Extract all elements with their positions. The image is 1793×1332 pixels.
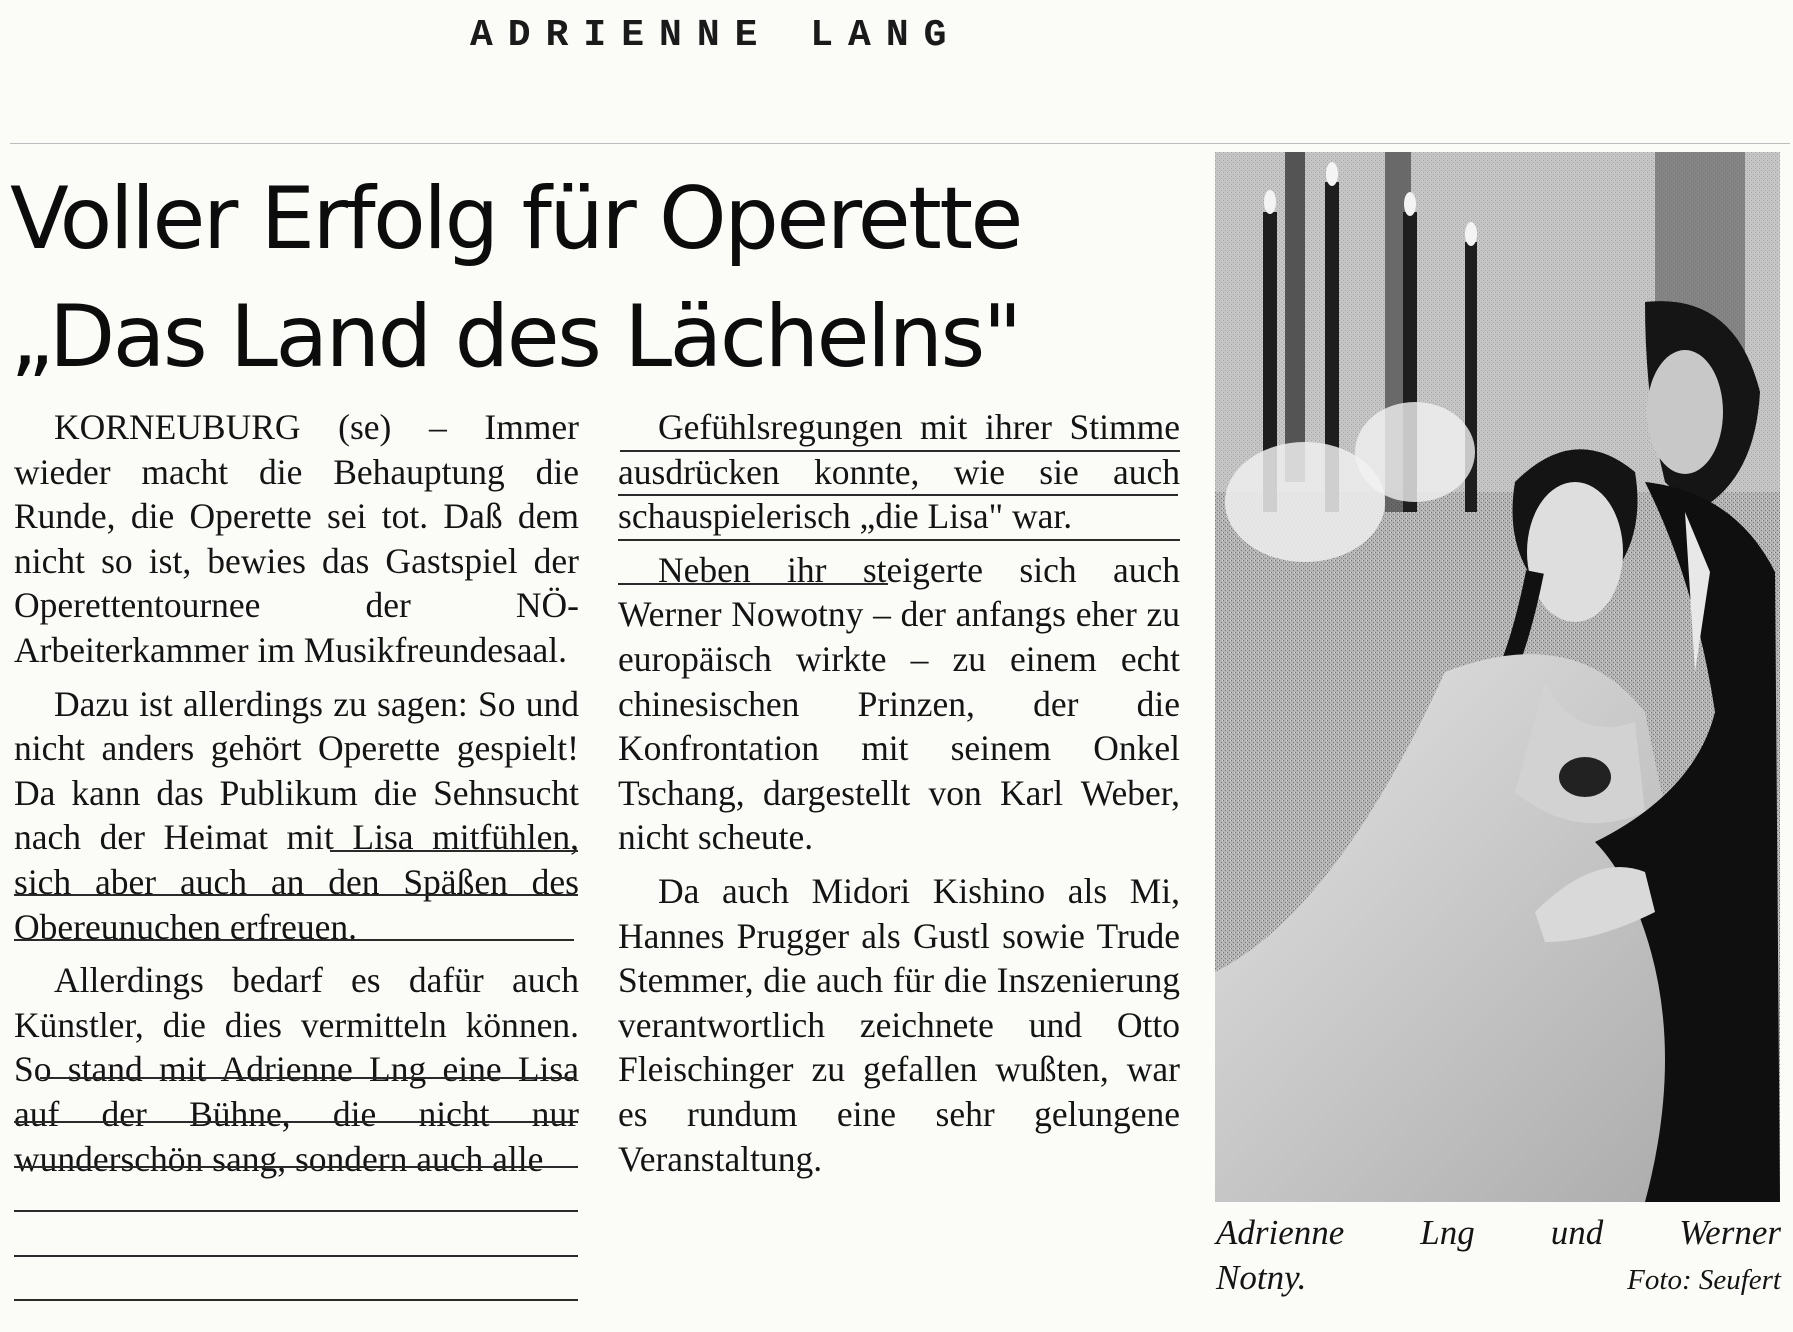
article-column-1	[14, 405, 579, 1181]
underline-mark	[14, 1210, 578, 1212]
typed-name-header: ADRIENNE LANG	[470, 14, 962, 57]
underline-mark	[618, 583, 888, 585]
article-headline	[10, 160, 1021, 396]
caption-names-end: Notny.	[1216, 1258, 1307, 1297]
underline-mark	[14, 894, 578, 896]
underline-mark	[620, 450, 1180, 452]
paragraph: Gefühlsregungen mit ihrer Stimme ausdrücken konnte, wie sie auch schauspielerisch „die Lisa" war.	[618, 407, 1180, 537]
caption-line-2	[1216, 1255, 1781, 1303]
paragraph: Allerdings bedarf es dafür auch Künstler, die dies vermitteln können. So stand mit Adrienne Lng eine Lisa auf der Bühne, die nicht nur wunderschön sang, sondern auch alle	[14, 960, 579, 1179]
caption-word: Werner	[1679, 1213, 1781, 1252]
underline-mark	[618, 539, 1180, 541]
underline-mark	[14, 1255, 578, 1257]
paragraph: Da auch Midori Kishino als Mi, Hannes Prugger als Gustl sowie Trude Stemmer, die auch für die Inszenierung verantwortlich zeichnete und Otto Fleischinger zu gefallen wußten, war es rundum eine sehr gelungene Veranstaltung.	[618, 870, 1180, 1179]
underline-mark	[14, 1166, 578, 1168]
stage-photo-illustration	[1215, 152, 1780, 1202]
underline-mark	[14, 1121, 578, 1123]
underline-mark	[14, 1299, 578, 1301]
headline-line-1: Voller Erfolg für Operette	[10, 169, 1021, 269]
photo-credit: Foto: Seufert	[1627, 1264, 1781, 1296]
photo-caption	[1216, 1210, 1781, 1303]
underline-mark	[618, 494, 1178, 496]
stage-photo	[1215, 152, 1780, 1202]
article-column-2	[618, 405, 1180, 1181]
paragraph: Neben ihr steigerte sich auch Werner Nowotny – der anfangs eher zu europäisch wirkte – zu einem echt chinesischen Prinzen, der die Konfrontation mit seinem Onkel Tschang, dargestellt von Karl Weber, nicht scheute.	[618, 549, 1180, 858]
caption-word: Lng	[1420, 1213, 1475, 1252]
paragraph: KORNEUBURG (se) – Immer wieder macht die Behauptung die Runde, die Operette sei tot. Daß dem nicht so ist, bewies das Gastspiel der Operettentournee der NÖ-Arbeiterkammer im Musikfreundesaal.	[14, 407, 579, 670]
underline-mark	[14, 939, 574, 941]
headline-line-2: „Das Land des Lächelns"	[10, 287, 1020, 387]
underline-mark	[330, 850, 578, 852]
underline-mark	[40, 1077, 576, 1079]
clipping-top-rule	[10, 143, 1790, 144]
caption-word: und	[1550, 1213, 1604, 1252]
caption-word: Adrienne	[1216, 1213, 1345, 1252]
caption-line-1	[1216, 1210, 1781, 1255]
paragraph: Dazu ist allerdings zu sagen: So und nicht anders gehört Operette gespielt! Da kann das Publikum die Sehnsucht nach der Heimat mit Lisa mitfühlen, sich aber auch an den Späßen des Obereunuchen erfreuen.	[14, 683, 579, 947]
